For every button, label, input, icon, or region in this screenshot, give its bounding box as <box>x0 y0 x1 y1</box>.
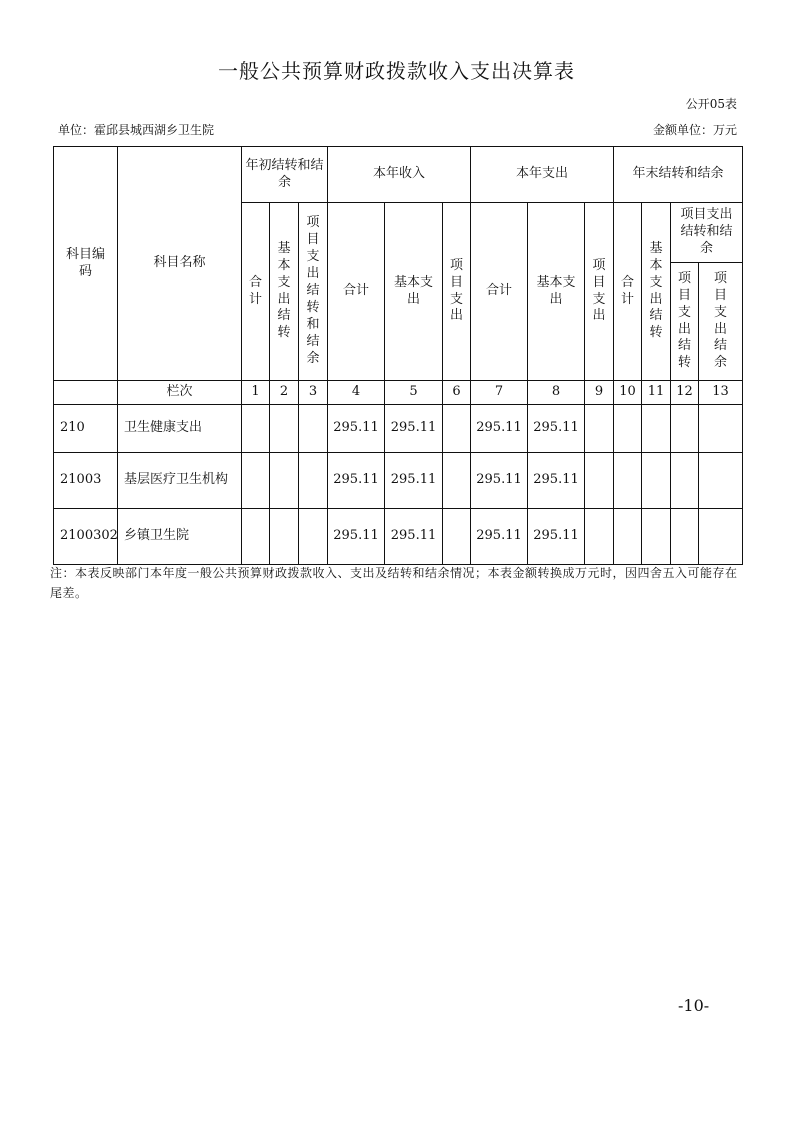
row-value: 295.11 <box>385 453 443 509</box>
column-number: 3 <box>299 381 328 405</box>
header-closing-project-balance: 项目支出结余 <box>699 263 743 381</box>
row-value: 295.11 <box>471 509 528 565</box>
header-expense-project: 项目支出 <box>585 203 614 381</box>
column-number: 13 <box>699 381 743 405</box>
row-value <box>614 405 642 453</box>
row-value <box>299 453 328 509</box>
row-name: 基层医疗卫生机构 <box>118 453 242 509</box>
column-number: 4 <box>328 381 385 405</box>
column-number: 1 <box>242 381 270 405</box>
row-value <box>242 405 270 453</box>
row-code: 21003 <box>54 453 118 509</box>
row-value <box>614 509 642 565</box>
row-name: 卫生健康支出 <box>118 405 242 453</box>
row-value: 295.11 <box>328 509 385 565</box>
header-opening: 年初结转和结余 <box>242 147 328 203</box>
row-value: 295.11 <box>328 405 385 453</box>
column-number: 5 <box>385 381 443 405</box>
row-value: 295.11 <box>471 453 528 509</box>
row-value <box>443 405 471 453</box>
column-number: 6 <box>443 381 471 405</box>
table-row <box>54 405 743 453</box>
row-name: 乡镇卫生院 <box>118 509 242 565</box>
row-value <box>270 509 299 565</box>
header-closing-project: 项目支出结转和结余 <box>671 203 743 263</box>
row-value <box>242 453 270 509</box>
row-value: 295.11 <box>528 405 585 453</box>
row-value <box>299 509 328 565</box>
column-number: 11 <box>642 381 671 405</box>
row-value <box>671 509 699 565</box>
column-number: 9 <box>585 381 614 405</box>
row-value: 295.11 <box>385 509 443 565</box>
table-row <box>54 453 743 509</box>
row-code: 2100302 <box>54 509 118 565</box>
header-closing-basic-carry: 基本支出结转 <box>642 203 671 381</box>
header-income: 本年收入 <box>328 147 471 203</box>
form-number: 公开05表 <box>685 97 737 111</box>
row-value <box>299 405 328 453</box>
row-value <box>585 453 614 509</box>
header-opening-basic-carry: 基本支出结转 <box>270 203 299 381</box>
row-value: 295.11 <box>385 405 443 453</box>
column-index-row <box>54 381 743 405</box>
header-closing-total: 合计 <box>614 203 642 381</box>
header-income-total: 合计 <box>328 203 385 381</box>
header-name: 科目名称 <box>118 147 242 381</box>
row-value <box>699 405 743 453</box>
header-expense: 本年支出 <box>471 147 614 203</box>
row-value <box>671 405 699 453</box>
page-title: 一般公共预算财政拨款收入支出决算表 <box>218 59 575 83</box>
budget-table <box>53 146 743 565</box>
header-income-basic: 基本支出 <box>385 203 443 381</box>
row-code: 210 <box>54 405 118 453</box>
header-expense-total: 合计 <box>471 203 528 381</box>
header-expense-basic: 基本支出 <box>528 203 585 381</box>
header-opening-project: 项目支出结转和结余 <box>299 203 328 381</box>
row-value <box>585 509 614 565</box>
table-row <box>54 509 743 565</box>
header-closing-project-carry: 项目支出结转 <box>671 263 699 381</box>
row-value <box>585 405 614 453</box>
page-number: -10- <box>678 996 710 1015</box>
column-index-label: 栏次 <box>118 381 242 405</box>
table-note: 注：本表反映部门本年度一般公共预算财政拨款收入、支出及结转和结余情况；本表金额转换成万元时，因四舍五入可能存在尾差。 <box>50 566 738 600</box>
row-value <box>270 453 299 509</box>
row-value <box>443 509 471 565</box>
row-value <box>671 453 699 509</box>
column-number: 8 <box>528 381 585 405</box>
reporting-unit: 单位：霍邱县城西湖乡卫生院 <box>58 123 215 137</box>
header-opening-total: 合计 <box>242 203 270 381</box>
row-value: 295.11 <box>328 453 385 509</box>
row-value <box>642 509 671 565</box>
header-closing: 年末结转和结余 <box>614 147 743 203</box>
column-number: 7 <box>471 381 528 405</box>
row-value <box>242 509 270 565</box>
column-number: 12 <box>671 381 699 405</box>
row-value: 295.11 <box>528 453 585 509</box>
row-value <box>642 453 671 509</box>
row-value <box>270 405 299 453</box>
row-value: 295.11 <box>528 509 585 565</box>
header-code: 科目编码 <box>54 147 118 381</box>
header-income-project: 项目支出 <box>443 203 471 381</box>
row-value <box>642 405 671 453</box>
column-number: 10 <box>614 381 642 405</box>
row-value <box>443 453 471 509</box>
row-value <box>699 509 743 565</box>
column-number: 2 <box>270 381 299 405</box>
row-value: 295.11 <box>471 405 528 453</box>
money-unit: 金额单位：万元 <box>652 123 737 137</box>
row-value <box>614 453 642 509</box>
row-value <box>699 453 743 509</box>
